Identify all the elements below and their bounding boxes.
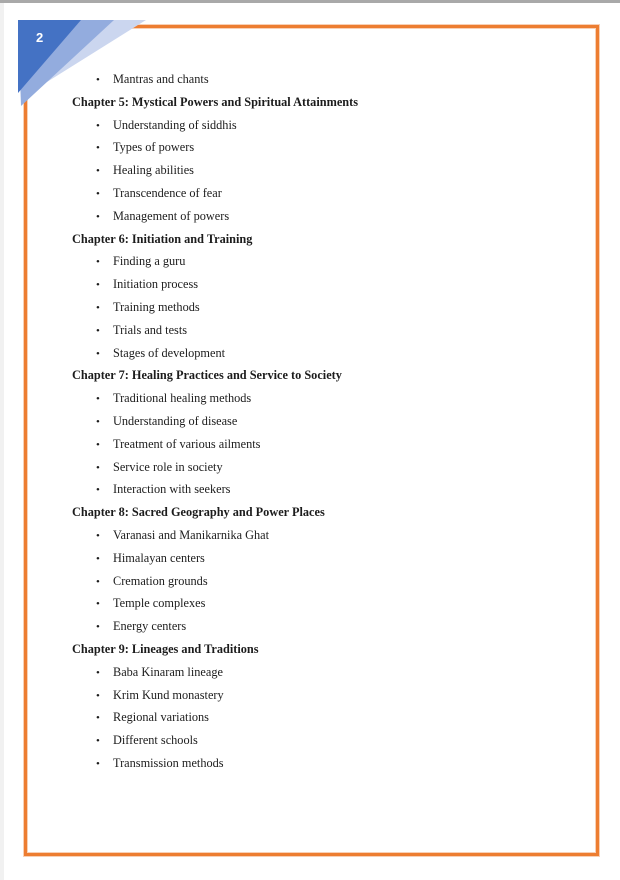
toc-bullet-item (0, 296, 620, 319)
toc-item-label: Trials and tests (113, 322, 188, 337)
chapter-heading: Chapter 6: Initiation and Training (72, 231, 253, 246)
toc-item-label: Baba Kinaram lineage (113, 664, 223, 679)
bullet-icon: • (96, 324, 100, 337)
toc-item-label: Management of powers (113, 208, 230, 223)
toc-bullet-item (0, 250, 620, 273)
bullet-icon: • (96, 712, 100, 725)
toc-item-label: Energy centers (113, 619, 187, 634)
toc-bullet-item (0, 114, 620, 137)
toc-item-label: Cremation grounds (113, 573, 208, 588)
bullet-icon: • (96, 301, 100, 314)
toc-item-label: Training methods (113, 299, 200, 314)
toc-bullet-item (0, 205, 620, 228)
toc-bullet-item (0, 547, 620, 570)
toc-item-label: Types of powers (113, 140, 195, 155)
bullet-icon: • (96, 279, 100, 292)
toc-item-label: Service role in society (113, 459, 223, 474)
toc-item-label: Transcendence of fear (113, 185, 222, 200)
toc-item-label: Healing abilities (113, 163, 194, 178)
toc-bullet-item (0, 456, 620, 479)
toc-bullet-item (0, 524, 620, 547)
toc-bullet-item (0, 182, 620, 205)
toc-item-label: Himalayan centers (113, 550, 205, 565)
chapter-heading: Chapter 7: Healing Practices and Service to Society (72, 368, 342, 383)
page-number: 2 (36, 30, 44, 45)
toc-bullet-item (0, 273, 620, 296)
toc-bullet-item (0, 319, 620, 342)
page-top-edge (0, 0, 620, 3)
bullet-icon: • (96, 256, 100, 269)
bullet-icon: • (96, 529, 100, 542)
toc-item-label: Finding a guru (113, 254, 186, 269)
toc-bullet-item (0, 68, 620, 91)
toc-item-label: Temple complexes (113, 596, 206, 611)
toc-bullet-item (0, 410, 620, 433)
toc-item-label: Treatment of various ailments (113, 436, 261, 451)
bullet-icon: • (96, 393, 100, 406)
toc-bullet-item (0, 478, 620, 501)
toc-item-label: Initiation process (113, 277, 199, 292)
bullet-icon: • (96, 187, 100, 200)
toc-bullet-item (0, 570, 620, 593)
toc-item-label: Mantras and chants (113, 72, 209, 86)
bullet-icon: • (96, 461, 100, 474)
toc-bullet-item (0, 136, 620, 159)
chapter-heading: Chapter 8: Sacred Geography and Power Places (72, 505, 325, 520)
bullet-icon: • (96, 484, 100, 497)
table-of-contents (0, 68, 620, 775)
toc-item-label: Regional variations (113, 710, 209, 725)
toc-bullet-item (0, 433, 620, 456)
toc-item-label: Varanasi and Manikarnika Ghat (113, 527, 270, 542)
toc-item-label: Different schools (113, 733, 198, 748)
toc-bullet-item (0, 592, 620, 615)
bullet-icon: • (96, 415, 100, 428)
toc-bullet-item (0, 752, 620, 775)
bullet-icon: • (96, 757, 100, 770)
toc-bullet-item (0, 615, 620, 638)
bullet-icon: • (96, 142, 100, 155)
toc-bullet-item (0, 387, 620, 410)
toc-bullet-item (0, 706, 620, 729)
toc-bullet-item (0, 342, 620, 365)
bullet-icon: • (96, 119, 100, 132)
bullet-icon: • (96, 598, 100, 611)
toc-bullet-item (0, 661, 620, 684)
bullet-icon: • (96, 735, 100, 748)
toc-item-label: Transmission methods (113, 755, 224, 770)
bullet-icon: • (96, 666, 100, 679)
toc-bullet-item (0, 159, 620, 182)
bullet-icon: • (96, 165, 100, 178)
chapter-heading: Chapter 9: Lineages and Traditions (72, 641, 259, 656)
chapter-heading: Chapter 5: Mystical Powers and Spiritual Attainments (72, 94, 359, 109)
bullet-icon: • (96, 438, 100, 451)
toc-item-label: Krim Kund monastery (113, 687, 224, 702)
toc-bullet-item (0, 684, 620, 707)
toc-item-label: Stages of development (113, 345, 226, 360)
bullet-icon: • (96, 552, 100, 565)
bullet-icon: • (96, 621, 100, 634)
toc-item-label: Interaction with seekers (113, 482, 231, 497)
toc-item-label: Understanding of disease (113, 413, 238, 428)
toc-item-label: Understanding of siddhis (113, 117, 237, 132)
toc-bullet-item (0, 729, 620, 752)
bullet-icon: • (96, 575, 100, 588)
bullet-icon: • (96, 74, 100, 86)
bullet-icon: • (96, 347, 100, 360)
bullet-icon: • (96, 210, 100, 223)
bullet-icon: • (96, 689, 100, 702)
toc-item-label: Traditional healing methods (113, 391, 252, 406)
